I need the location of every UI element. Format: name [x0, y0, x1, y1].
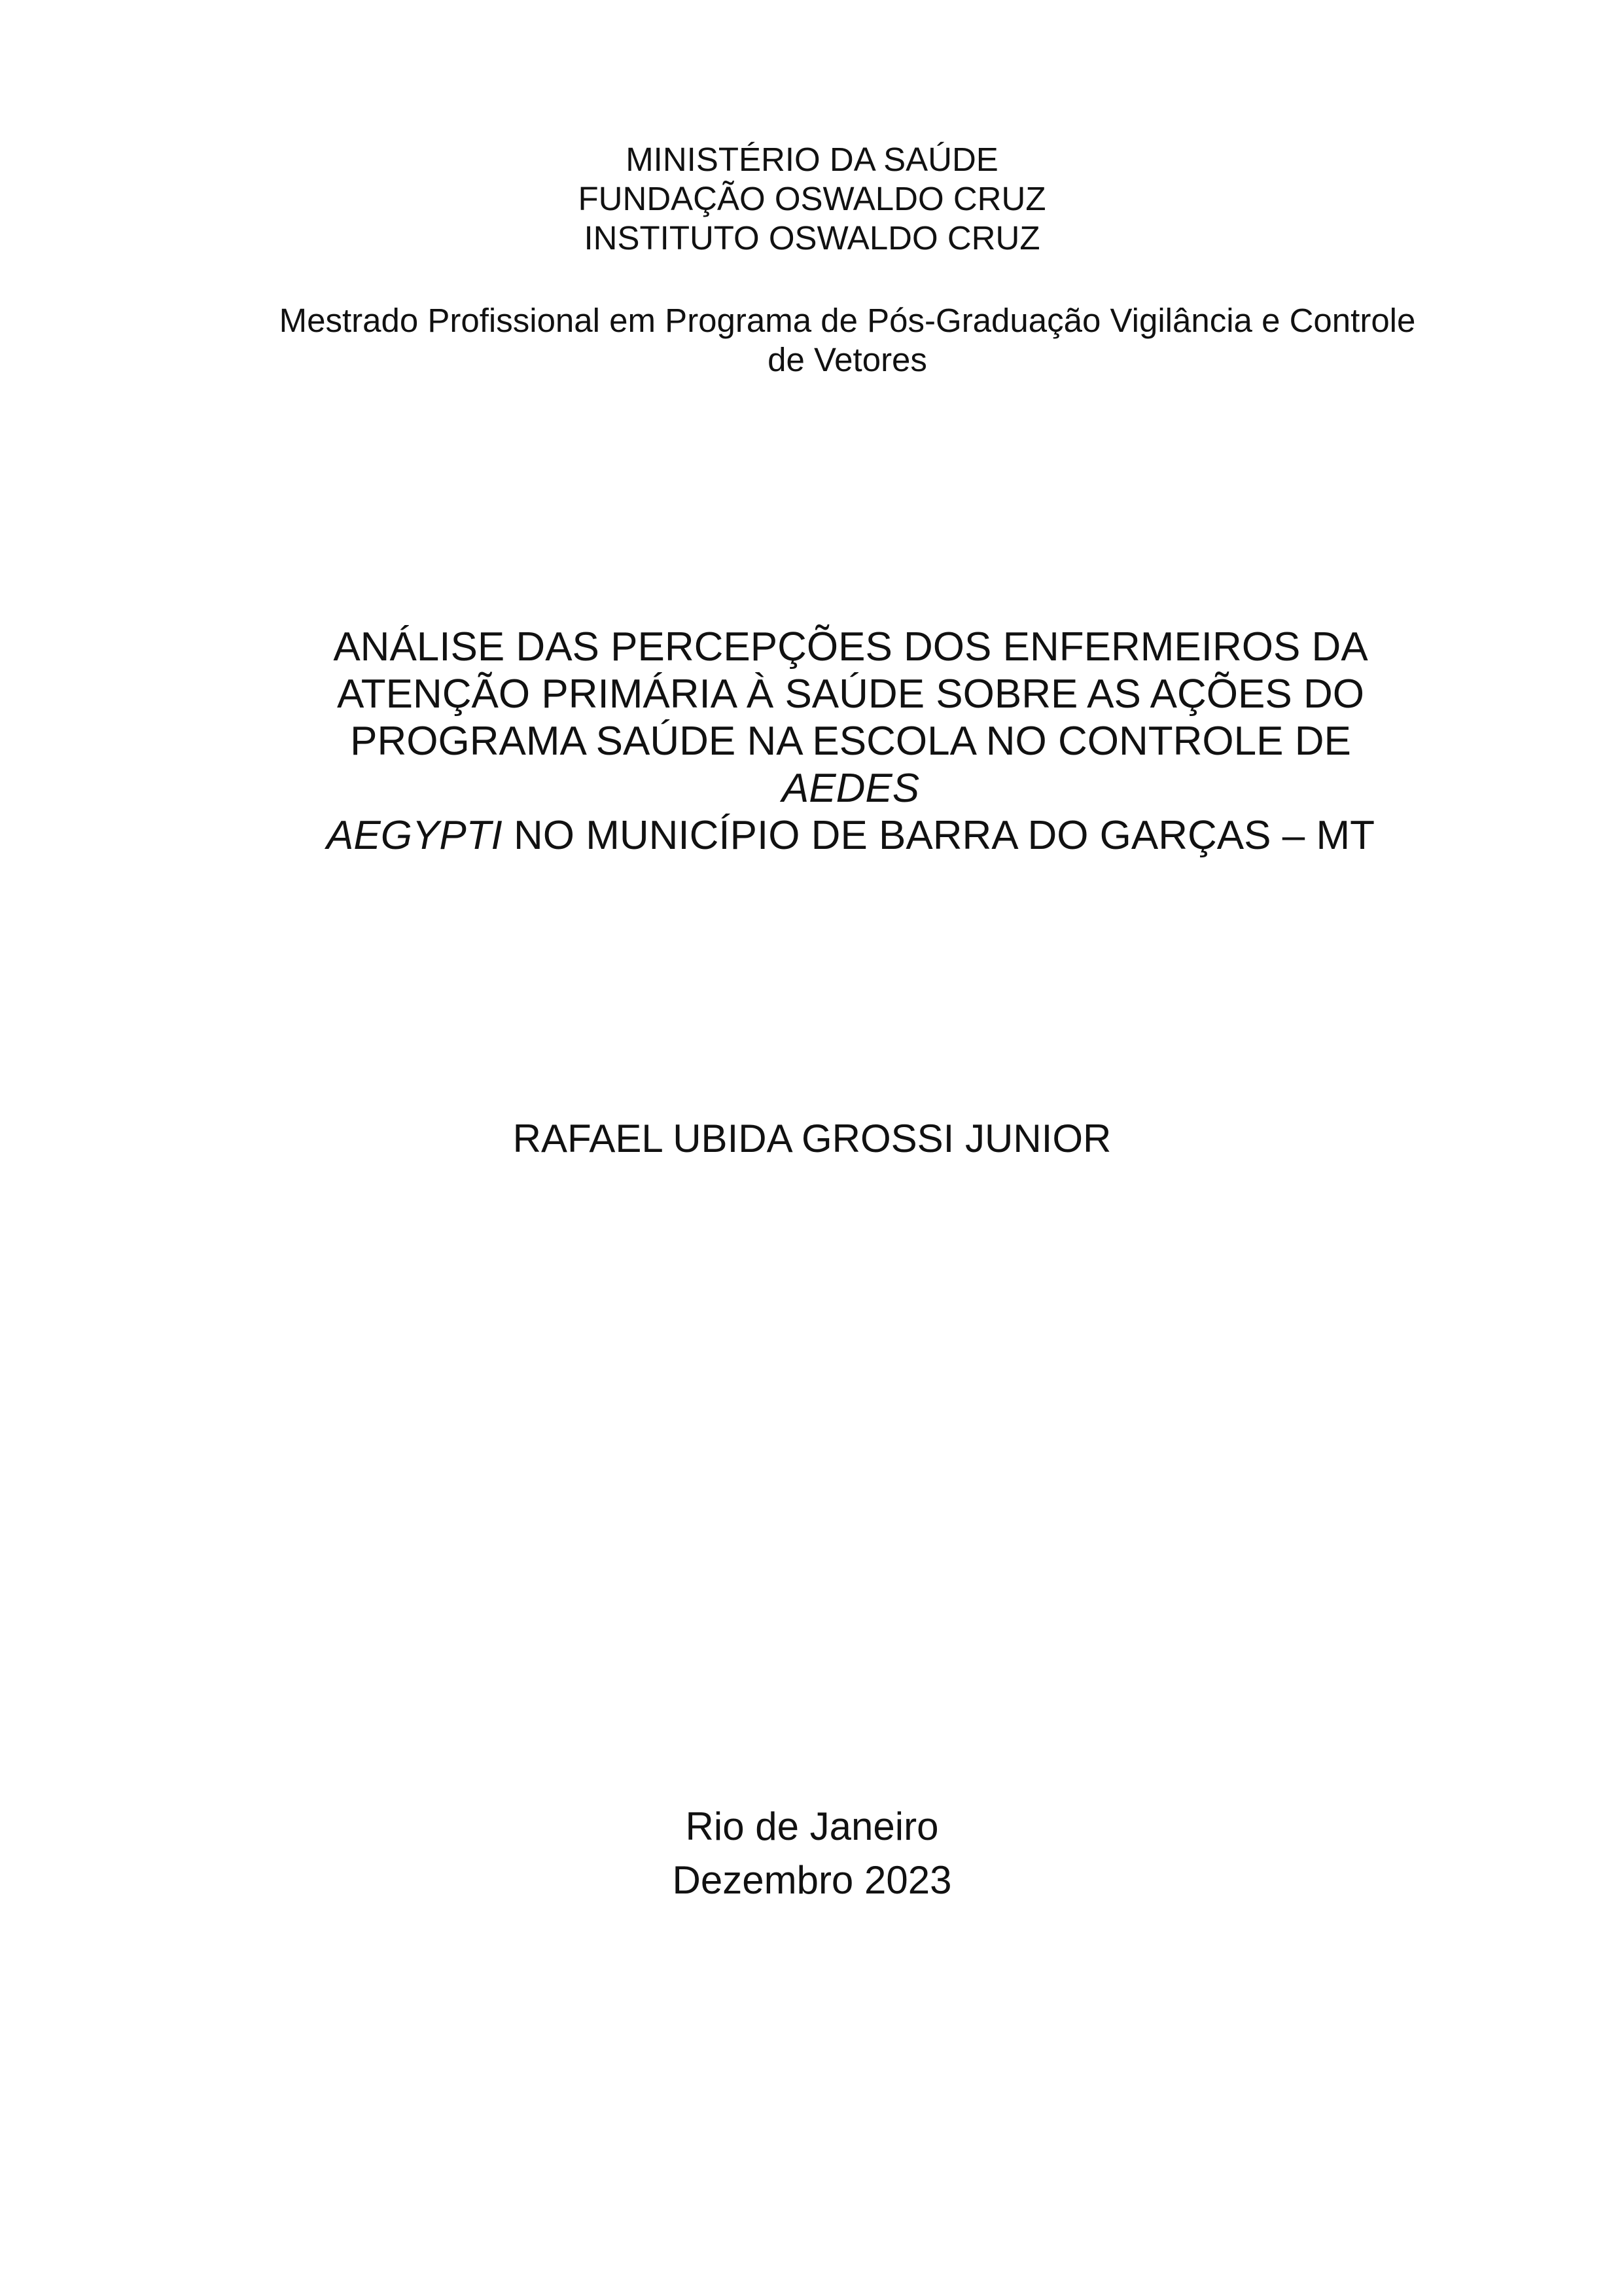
- title-line-4-text: NO MUNICÍPIO DE BARRA DO GARÇAS – MT: [502, 813, 1375, 858]
- title-line-3-text: PROGRAMA SAÚDE NA ESCOLA NO CONTROLE DE: [350, 719, 1351, 764]
- date: Dezembro 2023: [672, 1858, 952, 1902]
- institute-name: INSTITUTO OSWALDO CRUZ: [584, 219, 1040, 257]
- program-name: [275, 301, 1420, 380]
- title-line-2: ATENÇÃO PRIMÁRIA À SAÚDE SOBRE AS AÇÕES DO: [337, 672, 1364, 717]
- city: Rio de Janeiro: [685, 1804, 939, 1848]
- title-line-4: [288, 812, 1413, 859]
- place-and-date: [0, 1800, 1624, 1907]
- program-line-2: de Vetores: [768, 341, 927, 378]
- program-line-1: Mestrado Profissional em Programa de Pós-Graduação Vigilância e Controle: [279, 302, 1416, 339]
- species-epithet: AEGYPTI: [327, 813, 503, 858]
- author-name: RAFAEL UBIDA GROSSI JUNIOR: [512, 1117, 1112, 1160]
- species-genus: AEDES: [781, 766, 920, 811]
- title-line-3: [288, 718, 1413, 812]
- ministry-name: MINISTÉRIO DA SAÚDE: [626, 141, 998, 178]
- foundation-name: FUNDAÇÃO OSWALDO CRUZ: [578, 180, 1046, 217]
- institution-header: [0, 140, 1624, 258]
- thesis-title: [288, 624, 1413, 859]
- title-line-1: ANÁLISE DAS PERCEPÇÕES DOS ENFERMEIROS DA: [333, 624, 1368, 670]
